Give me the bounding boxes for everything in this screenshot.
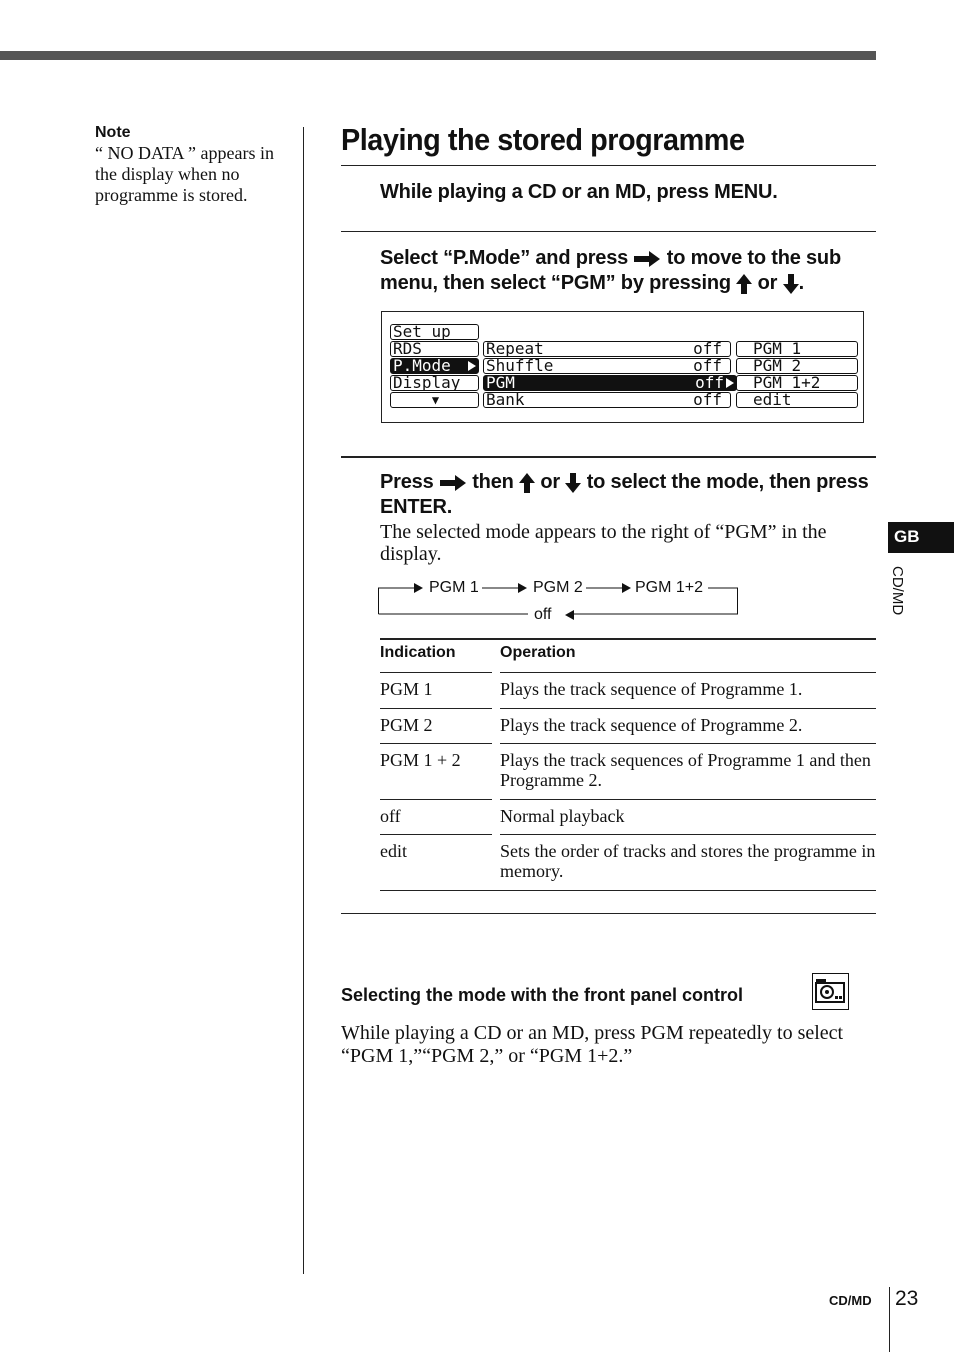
lcd-menu-item-selected <box>390 358 479 374</box>
lcd-option-label: Shuffle <box>486 358 554 374</box>
language-tab: GB <box>888 522 954 553</box>
row-rule <box>380 672 492 673</box>
play-triangle-icon <box>726 378 734 388</box>
divider <box>341 913 876 914</box>
table-cell-operation: Plays the track sequence of Programme 1. <box>500 679 803 699</box>
table-bottom-rule <box>380 890 876 891</box>
lcd-option-row <box>483 358 731 374</box>
step-3-heading <box>380 470 880 520</box>
lcd-pgm-option: PGM 1 <box>736 341 858 357</box>
row-rule <box>380 834 492 835</box>
table-header-indication: Indication <box>380 644 456 661</box>
lcd-pgm-option: PGM 2 <box>736 358 858 374</box>
table-cell-indication: PGM 2 <box>380 715 433 735</box>
down-arrow-icon <box>783 274 799 294</box>
lcd-option-value: off <box>693 392 722 408</box>
footer-divider <box>889 1287 890 1352</box>
lcd-pgm-option: edit <box>736 392 858 408</box>
page-title: Playing the stored programme <box>341 122 745 157</box>
down-arrow-icon <box>565 473 581 493</box>
section-side-label: CD/MD <box>889 566 906 616</box>
row-rule <box>500 799 876 800</box>
step-3-body: The selected mode appears to the right of “PGM” in the display. <box>380 521 827 565</box>
right-arrow-icon <box>439 475 467 491</box>
step-3-text-a: Press <box>380 471 434 493</box>
table-cell-indication: PGM 1 + 2 <box>380 750 461 770</box>
divider <box>341 456 876 458</box>
lcd-menu-item-label: P.Mode <box>393 358 451 374</box>
cycle-item-pgm-2: PGM 2 <box>533 579 583 596</box>
table-cell-operation: Plays the track sequence of Programme 2. <box>500 715 803 735</box>
step-3-text-c: or <box>540 471 560 493</box>
note-title: Note <box>95 124 131 141</box>
row-rule <box>380 799 492 800</box>
step-2-heading <box>380 246 880 296</box>
note-body: “ NO DATA ” appears in the display when no programme is stored. <box>95 143 275 205</box>
lcd-menu-item: Display <box>390 375 479 391</box>
divider <box>341 231 876 232</box>
row-rule <box>500 743 876 744</box>
table-cell-operation: Plays the track sequences of Programme 1 and then Programme 2. <box>500 750 871 790</box>
table-header-operation: Operation <box>500 644 576 661</box>
lcd-option-row <box>483 341 731 357</box>
step-3-text-b: then <box>472 471 514 493</box>
step-2-text-b: to move to the sub menu, then select “PGM” by pressing <box>380 247 841 294</box>
row-rule <box>500 708 876 709</box>
row-rule <box>380 743 492 744</box>
subsection-heading: Selecting the mode with the front panel control <box>341 985 744 1005</box>
note <box>95 124 295 206</box>
lcd-option-value: off <box>693 341 722 357</box>
step-2-text-a: Select “P.Mode” and press <box>380 247 629 269</box>
step-1-heading: While playing a CD or an MD, press MENU. <box>380 181 778 203</box>
lcd-option-value: off <box>693 358 722 374</box>
lcd-display <box>381 311 864 423</box>
table-top-rule <box>380 638 876 640</box>
cycle-item-pgm-1-2: PGM 1+2 <box>635 579 704 596</box>
sidebar-divider <box>303 127 304 1274</box>
play-triangle-icon <box>468 361 476 371</box>
table-cell-indication: PGM 1 <box>380 679 433 699</box>
lcd-pgm-option: PGM 1+2 <box>736 375 858 391</box>
divider <box>341 165 876 166</box>
table-cell-operation: Normal playback <box>500 806 625 826</box>
cycle-item-off: off <box>534 606 552 623</box>
right-arrow-icon <box>633 251 661 267</box>
lcd-option-value: off <box>695 375 724 391</box>
front-panel-icon <box>812 973 849 1010</box>
step-2-text-d: . <box>798 272 804 294</box>
lcd-option-label: PGM <box>486 375 515 391</box>
row-rule <box>380 708 492 709</box>
table-cell-indication: off <box>380 806 401 826</box>
lcd-option-label: Repeat <box>486 341 544 357</box>
subsection-body: While playing a CD or an MD, press PGM repeatedly to select “PGM 1,”“PGM 2,” or “PGM 1+2.” <box>341 1022 844 1067</box>
step-2-text-c: or <box>757 272 778 294</box>
up-arrow-icon <box>519 473 535 493</box>
mode-cycle-diagram <box>378 576 740 624</box>
lcd-option-label: Bank <box>486 392 525 408</box>
table-cell-indication: edit <box>380 841 407 861</box>
lcd-menu-item: Set up <box>390 324 479 340</box>
lcd-option-row <box>483 392 731 408</box>
lcd-option-row-selected <box>483 375 737 391</box>
page-number: 23 <box>895 1287 919 1310</box>
step-3-text-d: to select the mode, then press ENTER. <box>380 471 869 518</box>
row-rule <box>500 834 876 835</box>
table-cell-operation: Sets the order of tracks and stores the programme in memory. <box>500 841 876 881</box>
top-bar <box>0 51 876 60</box>
front-panel-control-icon <box>813 974 847 1008</box>
up-arrow-icon <box>736 274 752 294</box>
footer-section: CD/MD <box>829 1293 872 1308</box>
row-rule <box>500 672 876 673</box>
cycle-item-pgm-1: PGM 1 <box>429 579 479 596</box>
lcd-scroll-down: ▼ <box>390 392 479 408</box>
lcd-menu-item: RDS <box>390 341 479 357</box>
